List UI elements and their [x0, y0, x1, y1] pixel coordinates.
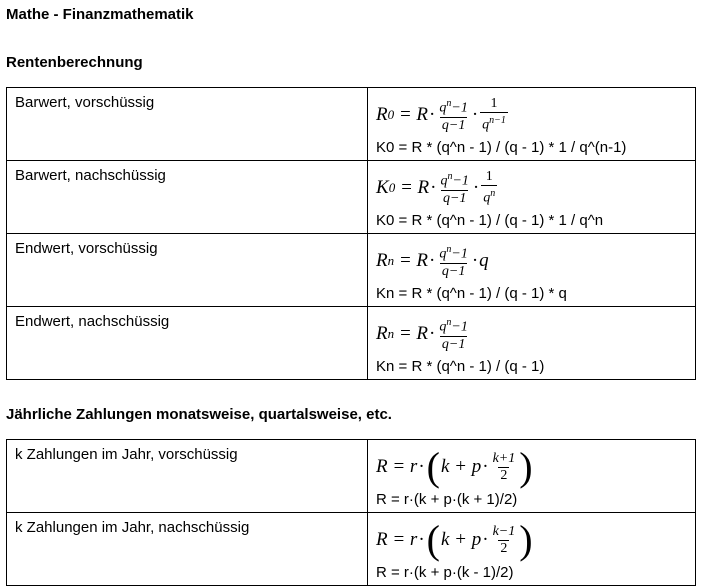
section-heading-jaehrliche-zahlungen: Jährliche Zahlungen monatsweise, quartalsweise, etc.: [6, 406, 392, 423]
formula-text: R = r·(k + p·(k - 1)/2): [376, 564, 514, 581]
page-title: Mathe - Finanzmathematik: [6, 6, 194, 23]
formula-cell: [368, 307, 696, 380]
formula-text: R = r·(k + p·(k + 1)/2): [376, 491, 518, 508]
row-label: Barwert, vorschüssig: [7, 88, 368, 161]
formula-graphic: K 0 = R · $\frac{q^n-1}{q-1}$ · $\frac{1}{q^n}$: [376, 169, 496, 206]
formula-graphic: R = r · ( k + p · $\frac{k+1}{2}$ ): [376, 444, 533, 489]
formula-text: Kn = R * (q^n - 1) / (q - 1) * q: [376, 285, 567, 302]
table-row: [7, 307, 696, 380]
section-heading-rentenberechnung: Rentenberechnung: [6, 54, 143, 71]
formula-cell: [368, 513, 696, 586]
formula-cell: [368, 88, 696, 161]
jaehrliche-zahlungen-table: [6, 439, 696, 586]
table-row: [7, 161, 696, 234]
table-row: [7, 234, 696, 307]
row-label: Endwert, nachschüssig: [7, 307, 368, 380]
formula-graphic: R n = R · $\frac{q^n-1}{q-1}$ · q: [376, 244, 489, 279]
row-label: Endwert, vorschüssig: [7, 234, 368, 307]
row-label: k Zahlungen im Jahr, nachschüssig: [7, 513, 368, 586]
formula-cell: [368, 161, 696, 234]
formula-text: Kn = R * (q^n - 1) / (q - 1): [376, 358, 545, 375]
table-row: [7, 513, 696, 586]
formula-text: K0 = R * (q^n - 1) / (q - 1) * 1 / q^n: [376, 212, 604, 229]
rentenberechnung-table: [6, 87, 696, 380]
formula-graphic: R n = R · $\frac{q^n-1}{q-1}$: [376, 317, 468, 352]
formula-text: K0 = R * (q^n - 1) / (q - 1) * 1 / q^(n-1): [376, 139, 627, 156]
row-label: k Zahlungen im Jahr, vorschüssig: [7, 440, 368, 513]
formula-graphic: R 0 = R · $\frac{q^n-1}{q-1}$ · $\frac{1}{q^{n-1}}$: [376, 96, 506, 133]
formula-graphic: R = r · ( k + p · $\frac{k-1}{2}$ ): [376, 517, 533, 562]
row-label: Barwert, nachschüssig: [7, 161, 368, 234]
formula-cell: [368, 234, 696, 307]
formula-cell: [368, 440, 696, 513]
table-row: [7, 88, 696, 161]
table-row: [7, 440, 696, 513]
